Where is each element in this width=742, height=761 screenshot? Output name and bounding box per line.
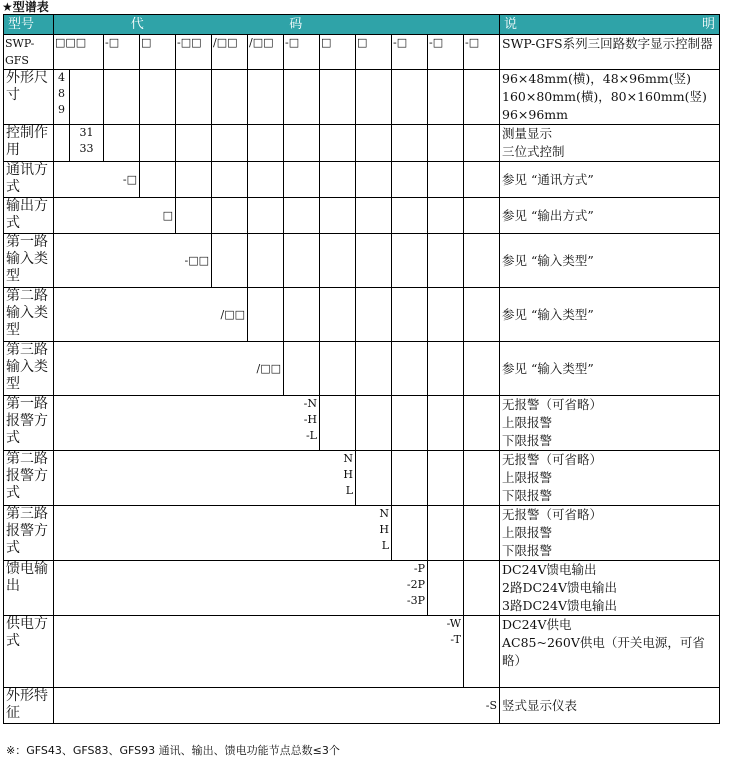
size-codes (54, 70, 70, 125)
code-slot-10: -□ (392, 35, 428, 70)
output-desc: 参见 “输出方式” (500, 198, 720, 234)
code-slot-2: -□ (104, 35, 140, 70)
alarm2-code-l: L (345, 484, 353, 497)
alarm1-code-l: -L (305, 429, 317, 442)
alarm1-desc (500, 396, 720, 451)
power-code-w: -W (446, 617, 461, 630)
alarm2-codes (54, 451, 356, 506)
input3-label: 第三路输入类型 (4, 342, 54, 396)
header-code (54, 15, 500, 35)
alarm3-code-l: L (381, 539, 389, 552)
series-label: SWP-GFS (4, 35, 54, 70)
row-shape (4, 688, 720, 724)
alarm3-desc (500, 506, 720, 561)
alarm1-desc-3: 下限报警 (502, 433, 553, 448)
power-codes (54, 616, 464, 688)
control-code-31: 31 (79, 126, 94, 139)
row-feed (4, 561, 720, 616)
alarm1-codes (54, 396, 320, 451)
control-desc-2: 三位式控制 (502, 144, 565, 159)
output-label: 输出方式 (4, 198, 54, 234)
row-input2 (4, 288, 720, 342)
header-model: 型号 (4, 15, 54, 35)
row-power (4, 616, 720, 688)
power-desc (500, 616, 720, 688)
output-code: □ (54, 198, 176, 234)
shape-label: 外形特征 (4, 688, 54, 724)
alarm1-code-n: -N (303, 397, 317, 410)
code-slot-4: -□□ (176, 35, 212, 70)
comm-label: 通讯方式 (4, 162, 54, 198)
code-slot-8: □ (320, 35, 356, 70)
control-label: 控制作用 (4, 125, 54, 162)
header-desc-char-2: 明 (701, 16, 715, 32)
alarm3-desc-1: 无报警（可省略） (502, 507, 603, 522)
row-comm (4, 162, 720, 198)
alarm2-label: 第二路报警方式 (4, 451, 54, 506)
feed-desc-1: DC24V馈电输出 (502, 562, 597, 577)
row-output (4, 198, 720, 234)
table-title: ★型谱表 (2, 0, 49, 14)
row-input3 (4, 342, 720, 396)
alarm3-codes (54, 506, 392, 561)
code-slot-6: /□□ (248, 35, 284, 70)
header-row (4, 15, 720, 35)
alarm2-code-n: N (343, 452, 353, 465)
row-size (4, 70, 720, 125)
size-code-4: 4 (58, 71, 65, 84)
feed-desc-2: 2路DC24V馈电输出 (502, 580, 617, 595)
alarm1-label: 第一路报警方式 (4, 396, 54, 451)
size-code-9: 9 (58, 103, 65, 116)
row-alarm3 (4, 506, 720, 561)
header-description (500, 15, 720, 35)
series-desc: SWP-GFS系列三回路数字显示控制器 (500, 35, 720, 70)
alarm3-desc-2: 上限报警 (502, 525, 553, 540)
row-series (4, 35, 720, 70)
input1-desc: 参见 “输入类型” (500, 234, 720, 288)
alarm3-code-n: N (379, 507, 389, 520)
header-code-char-1: 代 (130, 16, 144, 32)
input1-label: 第一路输入类型 (4, 234, 54, 288)
input1-code: -□□ (54, 234, 212, 288)
code-slot-7: -□ (284, 35, 320, 70)
feed-desc (500, 561, 720, 616)
code-slot-12: -□ (464, 35, 500, 70)
feed-desc-3: 3路DC24V馈电输出 (502, 598, 617, 613)
comm-code: -□ (54, 162, 140, 198)
feed-code-2p: -2P (406, 578, 425, 591)
input2-desc: 参见 “输入类型” (500, 288, 720, 342)
shape-code: -S (54, 688, 500, 724)
shape-desc: 竖式显示仪表 (500, 688, 720, 724)
size-desc-2: 160×80mm(横)，80×160mm(竖) (502, 89, 707, 104)
control-code-33: 33 (79, 142, 94, 155)
alarm3-label: 第三路报警方式 (4, 506, 54, 561)
size-label: 外形尺寸 (4, 70, 54, 125)
input2-label: 第二路输入类型 (4, 288, 54, 342)
size-desc-3: 96×96mm (502, 107, 568, 122)
power-desc-2: AC85~260V供电（开关电源，可省略） (502, 635, 705, 668)
code-slot-3: □ (140, 35, 176, 70)
alarm1-code-h: -H (303, 413, 317, 426)
power-desc-1: DC24V供电 (502, 617, 572, 632)
alarm1-desc-2: 上限报警 (502, 415, 553, 430)
code-slot-5: /□□ (212, 35, 248, 70)
model-spec-table (3, 14, 720, 724)
input3-code: /□□ (54, 342, 284, 396)
alarm2-desc-1: 无报警（可省略） (502, 452, 603, 467)
header-desc-char-1: 说 (504, 16, 518, 32)
feed-codes (54, 561, 428, 616)
alarm2-desc-2: 上限报警 (502, 470, 553, 485)
alarm2-code-h: H (343, 468, 353, 481)
feed-code-3p: -3P (406, 594, 425, 607)
alarm2-desc (500, 451, 720, 506)
alarm3-desc-3: 下限报警 (502, 543, 553, 558)
feed-code-p: -P (413, 562, 425, 575)
input3-desc: 参见 “输入类型” (500, 342, 720, 396)
alarm1-desc-1: 无报警（可省略） (502, 397, 603, 412)
row-alarm2 (4, 451, 720, 506)
header-code-char-2: 码 (289, 16, 303, 32)
size-code-8: 8 (58, 87, 65, 100)
comm-desc: 参见 “通讯方式” (500, 162, 720, 198)
power-code-t: -T (450, 633, 461, 646)
row-alarm1 (4, 396, 720, 451)
feed-label: 馈电输出 (4, 561, 54, 616)
code-slot-1: □□□ (54, 35, 104, 70)
control-desc-1: 测量显示 (502, 126, 553, 141)
code-slot-11: -□ (428, 35, 464, 70)
size-desc-1: 96×48mm(横)，48×96mm(竖) (502, 71, 691, 86)
row-input1 (4, 234, 720, 288)
alarm3-code-h: H (379, 523, 389, 536)
input2-code: /□□ (54, 288, 248, 342)
control-codes (70, 125, 104, 162)
power-label: 供电方式 (4, 616, 54, 688)
footnote: ※：GFS43、GFS83、GFS93 通讯、输出、馈电功能节点总数≤3个 (6, 744, 340, 757)
alarm2-desc-3: 下限报警 (502, 488, 553, 503)
code-slot-9: □ (356, 35, 392, 70)
size-desc (500, 70, 720, 125)
control-desc (500, 125, 720, 162)
row-control (4, 125, 720, 162)
